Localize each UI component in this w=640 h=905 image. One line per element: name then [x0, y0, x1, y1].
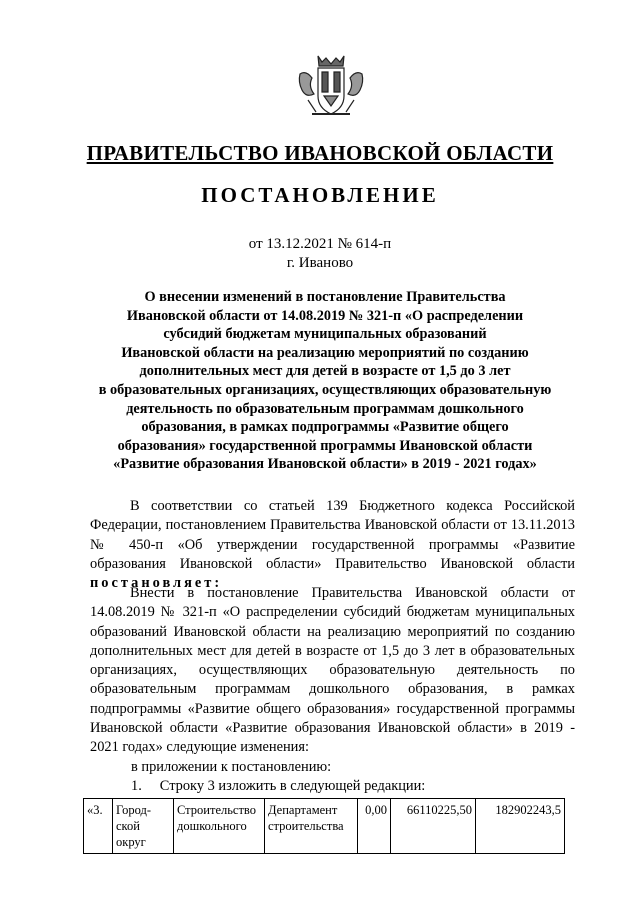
table-cell-activity: Строительство дошкольного	[174, 799, 265, 854]
subject-line: Ивановской области от 14.08.2019 № 321-п «О распределении	[126, 307, 524, 324]
preamble-text: В соответствии со статьей 139 Бюджетного кодекса Российской Федерации, постановлением Правительства Ивановской области от 13.11.2013 № 450-п «Об утверждении государственной программы «Развитие образования Ивановской области» Правительство Ивановской области	[90, 498, 575, 572]
decree-date-number: от 13.12.2021 № 614-п	[248, 236, 392, 252]
table-cell-number: «3.	[84, 799, 113, 854]
subject-line: «Развитие образования Ивановской области» в 2019 - 2021 годах»	[113, 456, 537, 473]
table-cell-amount-2019: 0,00	[358, 799, 391, 854]
decree-keyword: постановляет:	[90, 575, 223, 592]
decree-subject	[80, 288, 570, 474]
amendment-table	[83, 798, 565, 854]
table-row	[84, 799, 565, 854]
coat-of-arms-icon	[296, 52, 366, 122]
table-cell-municipality: Город-ской округ	[113, 799, 174, 854]
subject-line: в образовательных организациях, осуществляющих образовательную	[98, 381, 552, 398]
subject-line: образования» государственной программы Ивановской области	[117, 437, 533, 454]
appendix-line: в приложении к постановлению:	[131, 759, 332, 775]
subject-line: Ивановской области на реализацию мероприятий по созданию	[121, 344, 529, 361]
subject-line: дополнительных мест для детей в возрасте от 1,5 до 3 лет	[139, 363, 511, 380]
subject-line: субсидий бюджетам муниципальных образований	[163, 326, 487, 343]
subject-line: образования, в рамках подпрограммы «Развитие общего	[141, 419, 509, 436]
decree-city: г. Иваново	[286, 255, 354, 271]
subject-line: деятельность по образовательным программам дошкольного	[126, 400, 524, 417]
table-cell-department: Департамент строительства	[265, 799, 358, 854]
amendment-paragraph: Внести в постановление Правительства Ивановской области от 14.08.2019 № 321-п «О распределении субсидий бюджетам муниципальных образований Ивановской области на реализацию мероприятий по созданию дополнительных мест для детей в возрасте от 1,5 до 3 лет в образовательных организациях, осуществляющих образовательную деятельность по образовательным программам дошкольного образования, в рамках подпрограммы «Развитие общего образования» государственной программы Ивановской области «Развитие образования Ивановской области» в 2019 - 2021 годах» следующие изменения:	[90, 585, 575, 756]
table-cell-amount-2021: 182902243,5	[476, 799, 565, 854]
subject-line: О внесении изменений в постановление Правительства	[144, 289, 506, 305]
table-cell-amount-2020: 66110225,50	[391, 799, 476, 854]
preamble-paragraph	[90, 497, 575, 593]
document-type-title: ПОСТАНОВЛЕНИЕ	[201, 183, 439, 207]
item-1-line: 1. Строку 3 изложить в следующей редакции:	[131, 778, 426, 794]
government-title: ПРАВИТЕЛЬСТВО ИВАНОВСКОЙ ОБЛАСТИ	[86, 141, 554, 165]
